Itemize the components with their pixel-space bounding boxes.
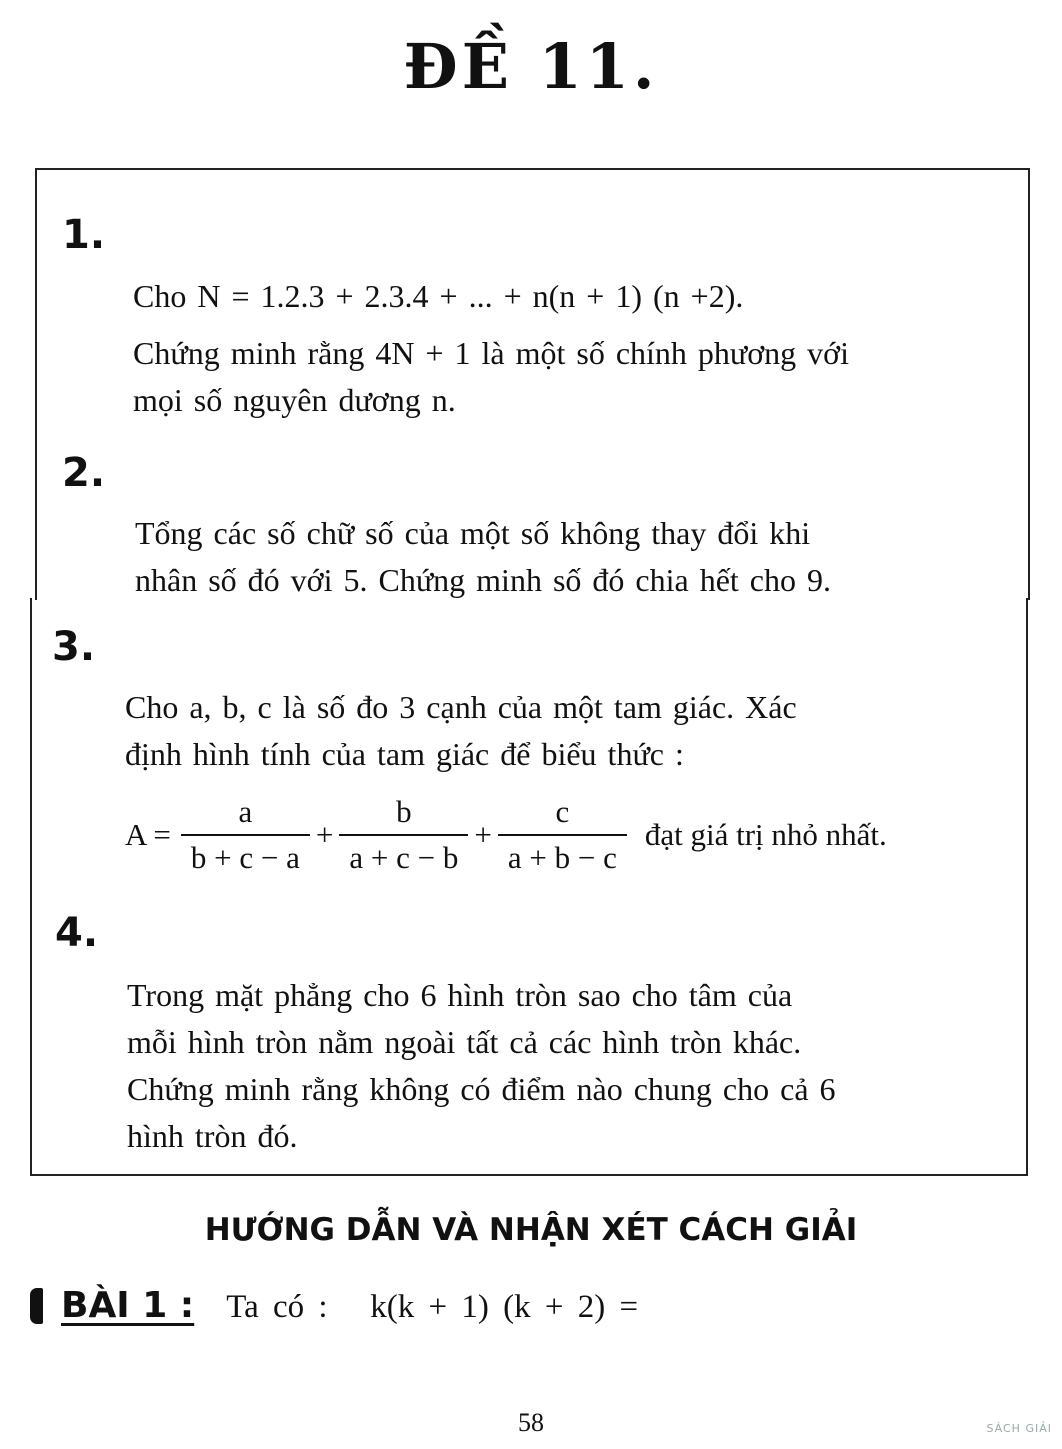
bullet-icon (30, 1288, 43, 1324)
bai-1-row (30, 1285, 638, 1326)
fraction-numerator: b (396, 794, 412, 829)
problem-3-number: 3. (52, 624, 96, 670)
page-number: 58 (518, 1408, 544, 1437)
problem-3-line: Cho a, b, c là số đo 3 cạnh của một tam giác. Xác (125, 689, 797, 725)
formula-tail: đạt giá trị nhỏ nhất. (644, 817, 887, 852)
problem-4-line: mỗi hình tròn nằm ngoài tất cả các hình tròn khác. (127, 1024, 802, 1060)
problem-1-line: Chứng minh rằng 4N + 1 là một số chính phương với (133, 335, 849, 371)
guide-heading: HƯỚNG DẪN VÀ NHẬN XÉT CÁCH GIẢI (204, 1212, 858, 1248)
bai-1-label: BÀI 1 : (61, 1285, 195, 1326)
formula-lhs: A = (125, 817, 171, 852)
fraction-denominator: a + b − c (498, 834, 627, 876)
problem-1-number: 1. (62, 212, 106, 258)
formula-fraction-a (181, 794, 310, 876)
problem-3-text (125, 684, 797, 778)
fraction-numerator: a (238, 794, 253, 829)
problem-4-text (127, 972, 836, 1160)
problem-3-line: định hình tính của tam giác để biểu thức : (125, 736, 684, 772)
problem-2-line: Tổng các số chữ số của một số không thay đổi khi (135, 515, 811, 551)
problem-1-line: Cho N = 1.2.3 + 2.3.4 + ... + n(n + 1) (n +2). (133, 278, 744, 314)
problem-1-text (133, 273, 849, 424)
fraction-denominator: b + c − a (181, 834, 310, 876)
formula-fraction-c (498, 794, 627, 876)
problem-4-line: hình tròn đó. (127, 1118, 298, 1154)
problem-4-number: 4. (55, 910, 99, 956)
plus-sign: + (474, 817, 492, 852)
problem-1-line: mọi số nguyên dương n. (133, 382, 456, 418)
plus-sign: + (315, 817, 334, 852)
formula-fraction-b (339, 794, 468, 876)
bai-1-text: Ta có : k(k + 1) (k + 2) = (226, 1289, 639, 1325)
problem-4-line: Trong mặt phẳng cho 6 hình tròn sao cho tâm của (127, 977, 793, 1013)
problem-2-text (135, 510, 831, 604)
fraction-denominator: a + c − b (339, 834, 468, 876)
problem-2-number: 2. (62, 450, 106, 496)
problem-3-formula (125, 790, 1005, 880)
page-title: ĐỀ 11. (403, 30, 659, 103)
problem-2-line: nhân số đó với 5. Chứng minh số đó chia hết cho 9. (135, 562, 831, 598)
fraction-numerator: c (555, 794, 570, 829)
problem-4-line: Chứng minh rằng không có điểm nào chung cho cả 6 (127, 1071, 836, 1107)
watermark-logo: SÁCH GIẢI (986, 1422, 1052, 1435)
